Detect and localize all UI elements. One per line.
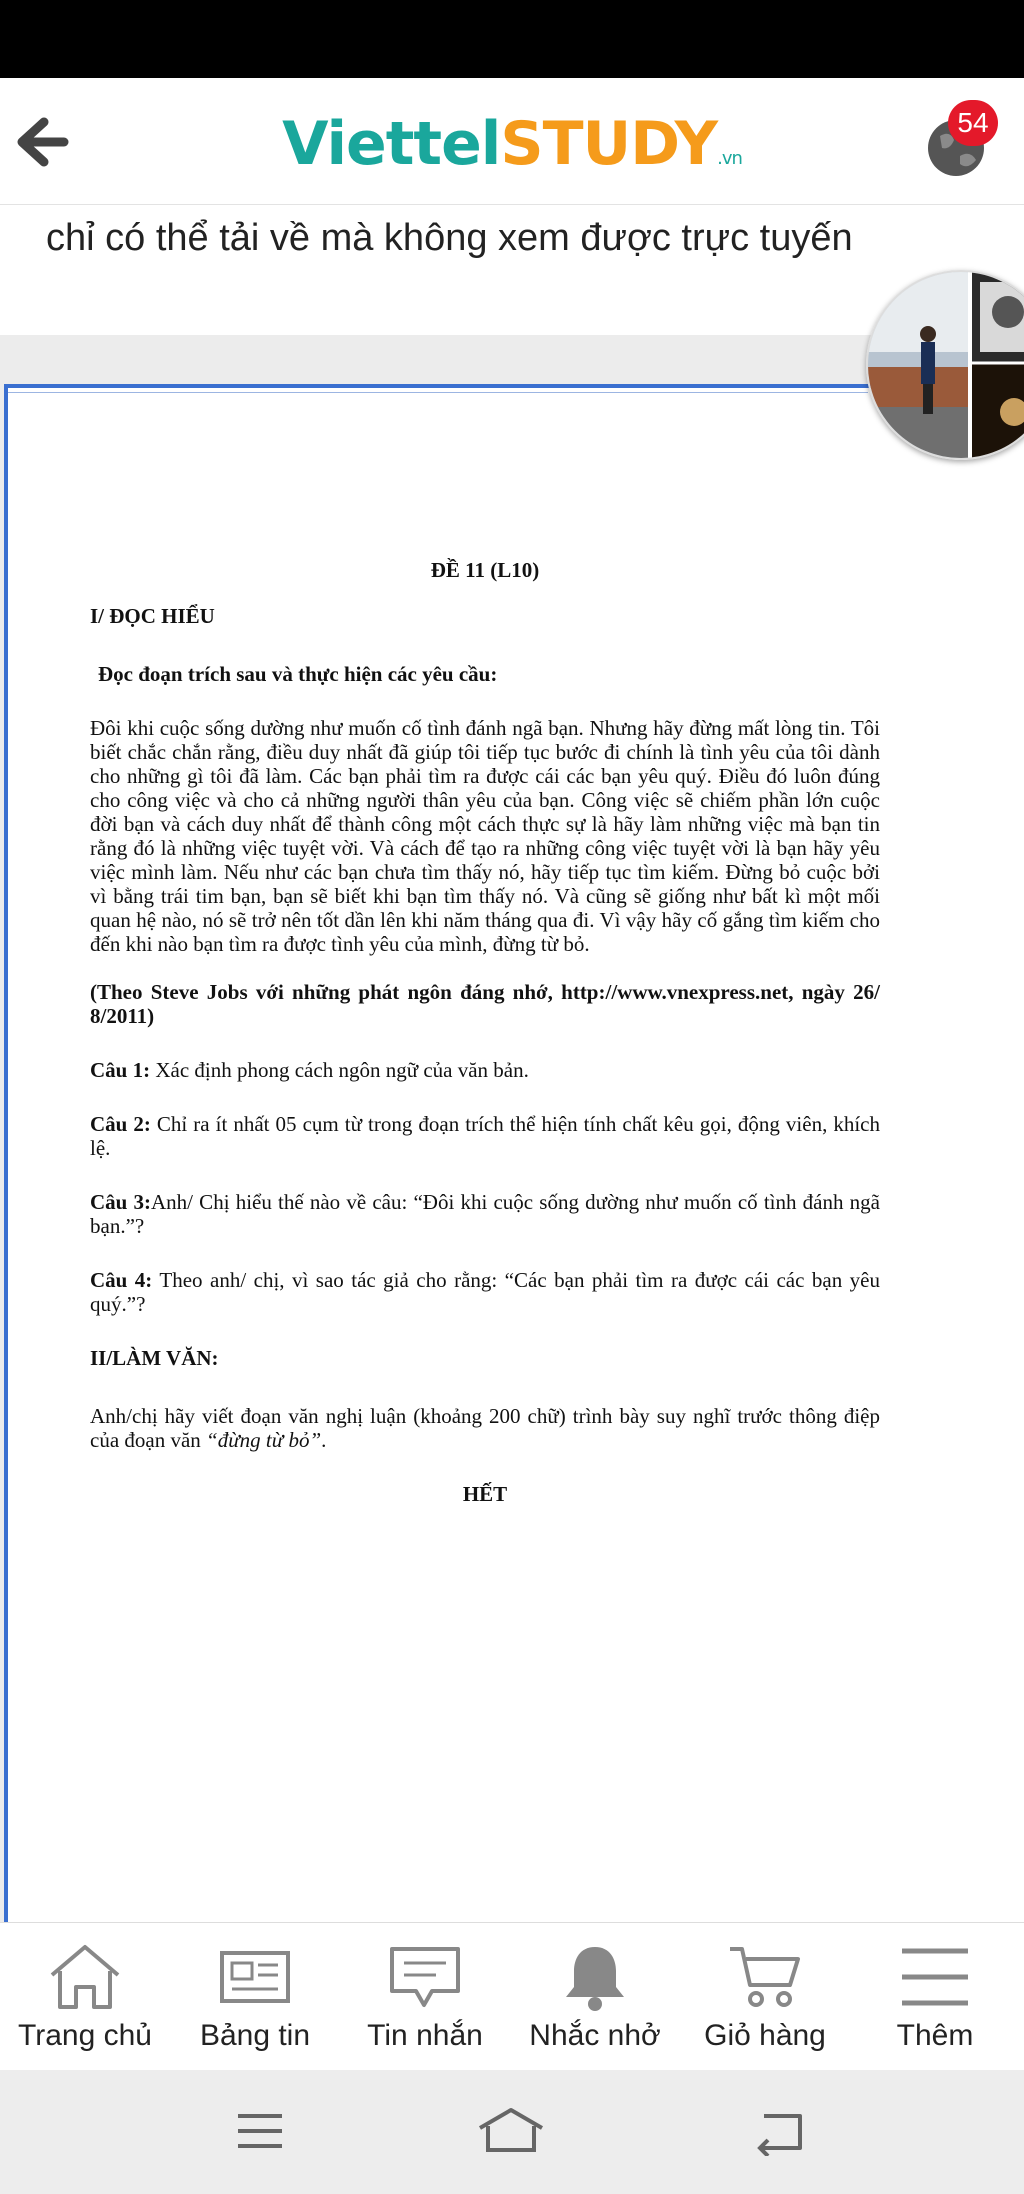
back-icon xyxy=(750,2106,810,2156)
instruction-text: Đọc đoạn trích sau và thực hiện các yêu cầu: xyxy=(98,662,498,686)
nav-reminders-label: Nhắc nhở xyxy=(529,2019,661,2052)
source-citation: (Theo Steve Jobs với những phát ngôn đáng nhớ, http://www.vnexpress.net, ngày 26/ 8/2011) xyxy=(90,980,880,1028)
notice-text: chỉ có thể tải về mà không xem được trực tuyến xyxy=(46,217,853,259)
menu-icon xyxy=(896,1941,974,2013)
logo-study-text: STUDY xyxy=(500,109,718,179)
question-label: Câu 3: xyxy=(90,1190,152,1214)
app-header xyxy=(0,78,1024,205)
system-back-button[interactable] xyxy=(750,2106,810,2156)
question-label: Câu 1: xyxy=(90,1058,151,1082)
question-2 xyxy=(90,1112,880,1160)
notification-count-badge: 54 xyxy=(948,100,998,146)
nav-news[interactable] xyxy=(170,1923,340,2071)
home-icon xyxy=(46,1941,124,2013)
essay-suffix: . xyxy=(321,1428,327,1452)
viettel-study-logo[interactable] xyxy=(0,104,1024,199)
logo-vn-text: .vn xyxy=(717,148,742,169)
nav-home[interactable] xyxy=(0,1923,170,2071)
newspaper-icon xyxy=(216,1941,294,2013)
nav-cart-label: Giỏ hàng xyxy=(704,2019,826,2052)
question-4 xyxy=(90,1268,880,1316)
system-navigation-bar xyxy=(0,2070,1024,2194)
question-text: Anh/ Chị hiểu thế nào về câu: “Đôi khi cuộc sống dường như muốn cố tình đánh ngã bạn.”? xyxy=(90,1190,880,1238)
system-home-button[interactable] xyxy=(476,2106,546,2156)
avatar-photo xyxy=(868,272,1024,458)
essay-prefix: Anh/chị hãy viết đoạn văn nghị luận (khoảng 200 chữ) trình bày suy nghĩ trước thông điệp của đoạn văn xyxy=(90,1404,880,1452)
notice-card xyxy=(0,205,1024,335)
essay-quote: “đừng từ bỏ” xyxy=(206,1428,322,1452)
section-reading: I/ ĐỌC HIỂU xyxy=(90,604,215,628)
question-label: Câu 4: xyxy=(90,1268,153,1292)
bottom-navigation xyxy=(0,1922,1024,2071)
logo-viettel-text: Viettel xyxy=(282,109,501,179)
nav-messages-label: Tin nhắn xyxy=(367,2019,483,2052)
cart-icon xyxy=(726,1941,804,2013)
passage-text: Đôi khi cuộc sống dường như muốn cố tình đánh ngã bạn. Nhưng hãy đừng mất lòng tin. Tôi biết chắc chắn rằng, điều duy nhất đã giúp tôi tiếp tục bước đi chính là tình yêu của tôi dành cho những gì tôi đã làm. Các bạn phải tìm ra được cái các bạn yêu quý. Điều đó luôn đúng cho công việc và cho cả những người thân yêu của bạn. Công việc sẽ chiếm phần lớn cuộc đời bạn và cách duy nhất để thành công một cách thực sự là hãy làm những việc mà bạn tin rằng đó là những việc tuyệt vời. Và cách để tạo ra những công việc tuyệt vời là bạn hãy yêu việc mình làm. Nếu như các bạn chưa tìm thấy nó, hãy tiếp tục tìm kiếm. Đừng bỏ cuộc bởi vì bằng trái tim bạn, bạn sẽ biết khi bạn tìm thấy nó. Và cũng sẽ giống như bất kì một mối quan hệ nào, nó sẽ trở nên tốt dần lên khi năm tháng qua đi. Vì vậy hãy cố gắng tìm kiếm cho đến khi nào bạn tìm ra được tình yêu của mình, đừng từ bỏ. xyxy=(90,716,880,956)
essay-prompt xyxy=(90,1404,880,1452)
question-text: Chỉ ra ít nhất 05 cụm từ trong đoạn trích thể hiện tính chất kêu gọi, động viên, khích lệ. xyxy=(90,1112,881,1160)
chat-bubble-icon xyxy=(386,1941,464,2013)
end-marker: HẾT xyxy=(462,1482,508,1506)
nav-cart[interactable] xyxy=(680,1923,850,2071)
question-3 xyxy=(90,1190,880,1238)
nav-reminders[interactable] xyxy=(510,1923,680,2071)
question-label: Câu 2: xyxy=(90,1112,151,1136)
bell-icon xyxy=(556,1941,634,2013)
nav-messages[interactable] xyxy=(340,1923,510,2071)
home-outline-icon xyxy=(476,2106,546,2156)
nav-news-label: Bảng tin xyxy=(199,2019,311,2052)
document-title: ĐỀ 11 (L10) xyxy=(430,558,540,582)
nav-home-label: Trang chủ xyxy=(18,2019,152,2052)
recents-icon xyxy=(230,2106,290,2156)
question-1 xyxy=(90,1058,880,1082)
document-viewer[interactable] xyxy=(4,384,1024,1924)
status-bar xyxy=(0,0,1024,78)
exam-document xyxy=(90,558,880,1506)
question-text: Theo anh/ chị, vì sao tác giả cho rằng: “Các bạn phải tìm ra được cái các bạn yêu quý.”? xyxy=(90,1268,880,1316)
system-recents-button[interactable] xyxy=(230,2106,290,2156)
nav-more[interactable] xyxy=(850,1923,1020,2071)
nav-more-label: Thêm xyxy=(896,2019,974,2052)
section-writing: II/LÀM VĂN: xyxy=(90,1346,219,1370)
question-text: Xác định phong cách ngôn ngữ của văn bản. xyxy=(150,1058,529,1082)
